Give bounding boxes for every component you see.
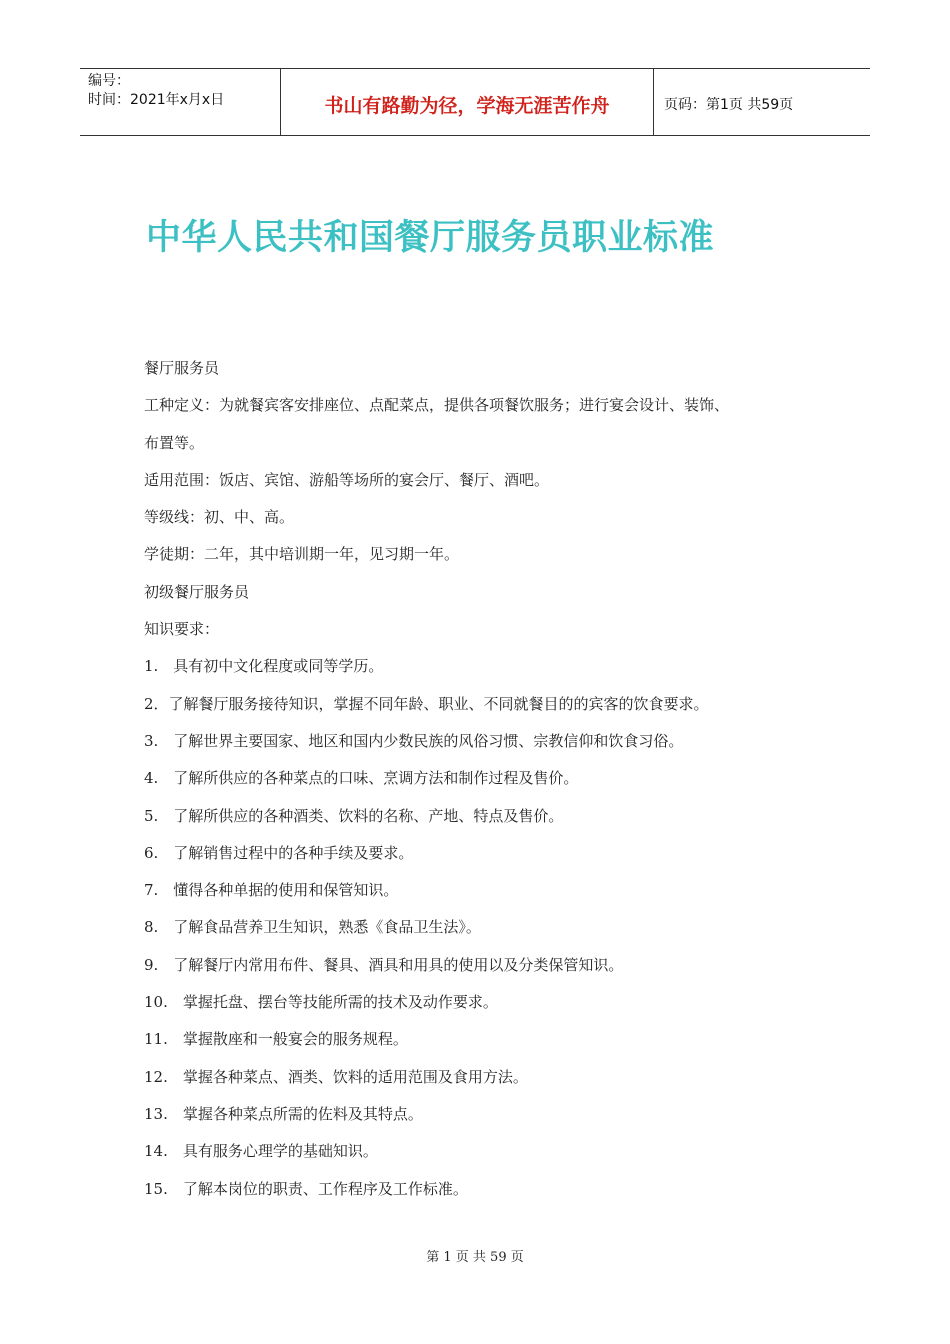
list-item: 15. 了解本岗位的职责、工作程序及工作标准。 <box>144 1179 468 1198</box>
list-item: 1. 具有初中文化程度或同等学历。 <box>144 657 384 676</box>
list-item: 6. 了解销售过程中的各种手续及要求。 <box>144 843 414 862</box>
document-number-label: 编号： <box>88 73 130 89</box>
list-item: 2．了解餐厅服务接待知识，掌握不同年龄、职业、不同就餐目的的宾客的饮食要求。 <box>144 694 709 713</box>
header-meta <box>80 69 281 135</box>
list-item: 8. 了解食品营养卫生知识，熟悉《食品卫生法》。 <box>144 918 481 937</box>
list-item: 13. 掌握各种菜点所需的佐料及其特点。 <box>144 1104 423 1123</box>
document-body <box>144 350 824 1208</box>
list-item: 5. 了解所供应的各种酒类、饮料的名称、产地、特点及售价。 <box>144 806 564 825</box>
list-item: 14. 具有服务心理学的基础知识。 <box>144 1142 378 1161</box>
list-item: 3. 了解世界主要国家、地区和国内少数民族的风俗习惯、宗教信仰和饮食习俗。 <box>144 731 684 750</box>
list-item: 11. 掌握散座和一般宴会的服务规程。 <box>144 1030 408 1049</box>
body-line: 等级线：初、中、高。 <box>144 508 295 527</box>
list-item: 10. 掌握托盘、摆台等技能所需的技术及动作要求。 <box>144 993 498 1012</box>
page-header <box>80 68 870 136</box>
body-line: 知识要求： <box>144 620 220 639</box>
body-line: 布置等。 <box>144 433 205 452</box>
body-line: 学徒期：二年，其中培训期一年，见习期一年。 <box>144 545 460 564</box>
body-line: 适用范围：饭店、宾馆、游船等场所的宴会厅、餐厅、酒吧。 <box>144 470 550 489</box>
list-item: 4. 了解所供应的各种菜点的口味、烹调方法和制作过程及售价。 <box>144 769 579 788</box>
list-item: 12. 掌握各种菜点、酒类、饮料的适用范围及食用方法。 <box>144 1067 528 1086</box>
list-item: 7. 懂得各种单据的使用和保管知识。 <box>144 881 399 900</box>
page-footer: 第 1 页 共 59 页 <box>426 1250 524 1265</box>
document-title: 中华人民共和国餐厅服务员职业标准 <box>146 218 715 258</box>
document-date: 时间：2021年x月x日 <box>88 92 225 108</box>
body-line: 工种定义：为就餐宾客安排座位、点配菜点，提供各项餐饮服务；进行宴会设计、装饰、 <box>144 396 730 415</box>
header-motto: 书山有路勤为径，学海无涯苦作舟 <box>281 69 654 135</box>
body-line: 初级餐厅服务员 <box>144 582 250 601</box>
header-page-info: 页码：第1页 共59页 <box>664 97 794 113</box>
list-item: 9. 了解餐厅内常用布件、餐具、酒具和用具的使用以及分类保管知识。 <box>144 955 624 974</box>
body-line: 餐厅服务员 <box>144 359 220 377</box>
